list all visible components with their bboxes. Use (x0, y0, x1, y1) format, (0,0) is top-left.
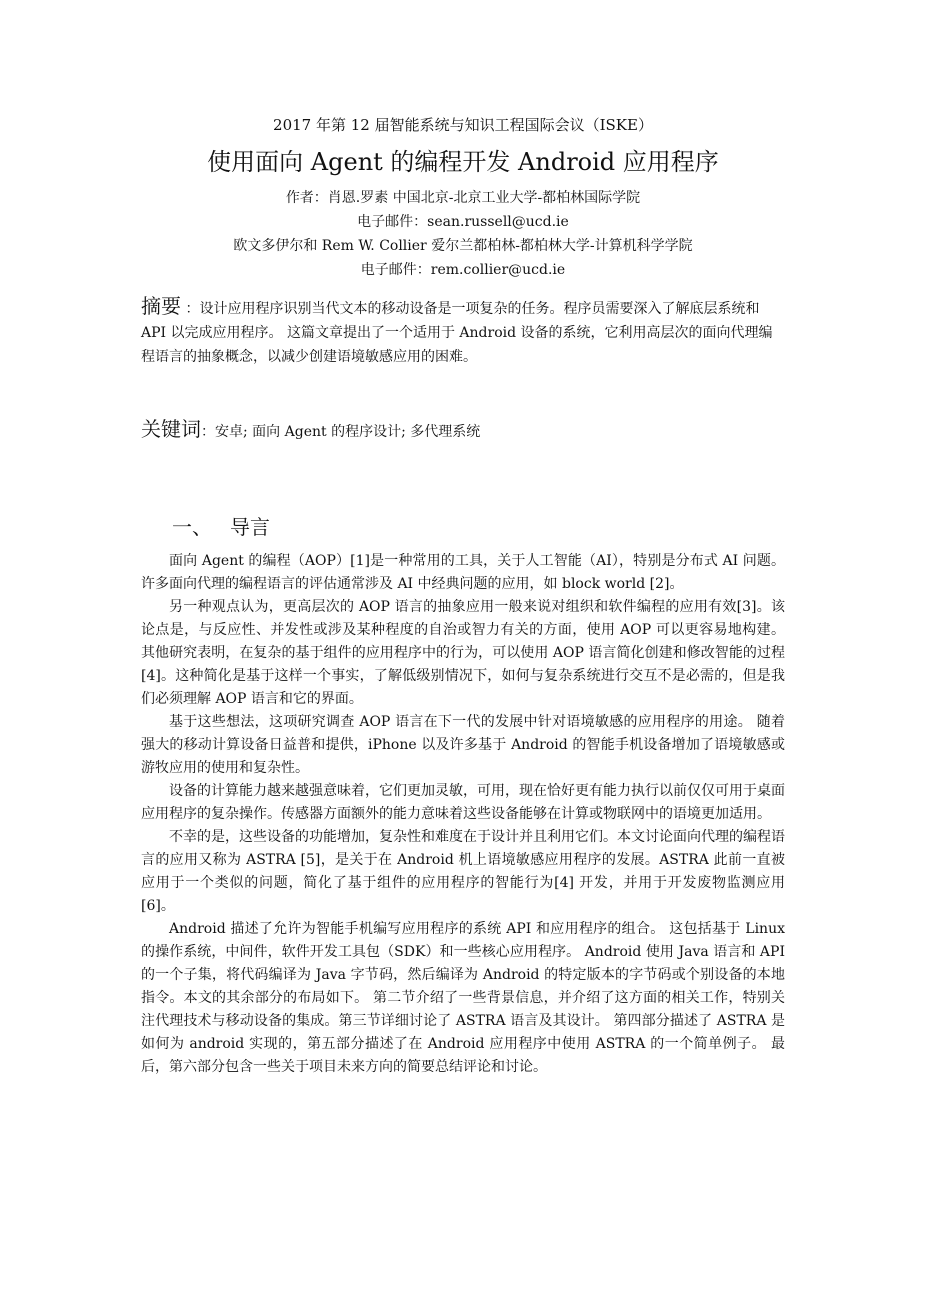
section-title: 导言 (230, 515, 270, 539)
paragraph: 设备的计算能力越来越强意味着，它们更加灵敏，可用，现在恰好更有能力执行以前仅仅可用于桌面应用程序的复杂操作。传感器方面额外的能力意味着这些设备能够在计算或物联网中的语境更加适用。 (141, 783, 785, 822)
authors-line-1: 作者：肖恩.罗素 中国北京-北京工业大学-都柏林国际学院 (285, 190, 641, 206)
section-number: 一、 (172, 515, 212, 539)
abstract-text: ：设计应用程序识别当代文本的移动设备是一项复杂的任务。程序员需要深入了解底层系统和 API 以完成应用程序。 这篇文章提出了一个适用于 Android 设备的系统，它利用高层次的面向代理编程语言的抽象概念，以减少创建语境敏感应用的困难。 (141, 301, 773, 365)
section-body (141, 550, 785, 1079)
email-line-1: 电子邮件：sean.russell@ucd.ie (357, 214, 569, 230)
keywords-label: 关键词 (141, 417, 201, 441)
paragraph: Android 描述了允许为智能手机编写应用程序的系统 API 和应用程序的组合。 这包括基于 Linux 的操作系统，中间件，软件开发工具包（SDK）和一些核心应用程序。 Android 使用 Java 语言和 API 的一个子集，将代码编译为 Java 字节码，然后编译为 Android 的特定版本的字节码或个别设备的本地指令。本文的其余部分的布局如下。 第二节介绍了一些背景信息，并介绍了这方面的相关工作，特别关注代理技术与移动设备的集成。第三节详细讨论了 ASTRA 语言及其设计。 第四部分描述了 ASTRA 是如何为 android 实现的，第五部分描述了在 Android 应用程序中使用 ASTRA 的一个简单例子。 最后，第六部分包含一些关于项目未来方向的简要总结评论和讨论。 (141, 921, 785, 1075)
paragraph: 面向 Agent 的编程（AOP）[1]是一种常用的工具，关于人工智能（AI），特别是分布式 AI 问题。许多面向代理的编程语言的评估通常涉及 AI 中经典问题的应用，如 block world [2]。 (141, 553, 785, 592)
keywords-text: ：安卓; 面向 Agent 的程序设计; 多代理系统 (201, 424, 481, 440)
abstract-label: 摘要 (141, 294, 181, 318)
paragraph: 基于这些想法，这项研究调查 AOP 语言在下一代的发展中针对语境敏感的应用程序的用途。 随着强大的移动计算设备日益普和提供，iPhone 以及许多基于 Android 的智能手机设备增加了语境敏感或游牧应用的使用和复杂性。 (141, 714, 785, 776)
paragraph: 不幸的是，这些设备的功能增加，复杂性和难度在于设计并且利用它们。本文讨论面向代理的编程语言的应用又称为 ASTRA [5]，是关于在 Android 机上语境敏感应用程序的发展。ASTRA 此前一直被应用于一个类似的问题，简化了基于组件的应用程序的智能行为[4] 开发，并用于开发废物监测应用[6]。 (141, 829, 785, 914)
abstract (141, 294, 785, 369)
conference-line: 2017 年第 12 届智能系统与知识工程国际会议（ISKE） (273, 116, 653, 134)
section-heading (172, 513, 270, 541)
authors-line-2: 欧文多伊尔和 Rem W. Collier 爱尔兰都柏林-都柏林大学-计算机科学学院 (233, 238, 693, 254)
keywords (141, 416, 785, 445)
email-line-2: 电子邮件：rem.collier@ucd.ie (360, 262, 566, 278)
paper-title: 使用面向 Agent 的编程开发 Android 应用程序 (207, 148, 719, 176)
paragraph: 另一种观点认为，更高层次的 AOP 语言的抽象应用一般来说对组织和软件编程的应用有效[3]。该论点是，与反应性、并发性或涉及某种程度的自治或智力有关的方面，使用 AOP 可以更容易地构建。 其他研究表明，在复杂的基于组件的应用程序中的行为，可以使用 AOP 语言简化创建和修改智能的过程[4]。这种简化是基于这样一个事实，了解低级别情况下，如何与复杂系统进行交互不是必需的，但是我们必须理解 AOP 语言和它的界面。 (141, 599, 785, 707)
